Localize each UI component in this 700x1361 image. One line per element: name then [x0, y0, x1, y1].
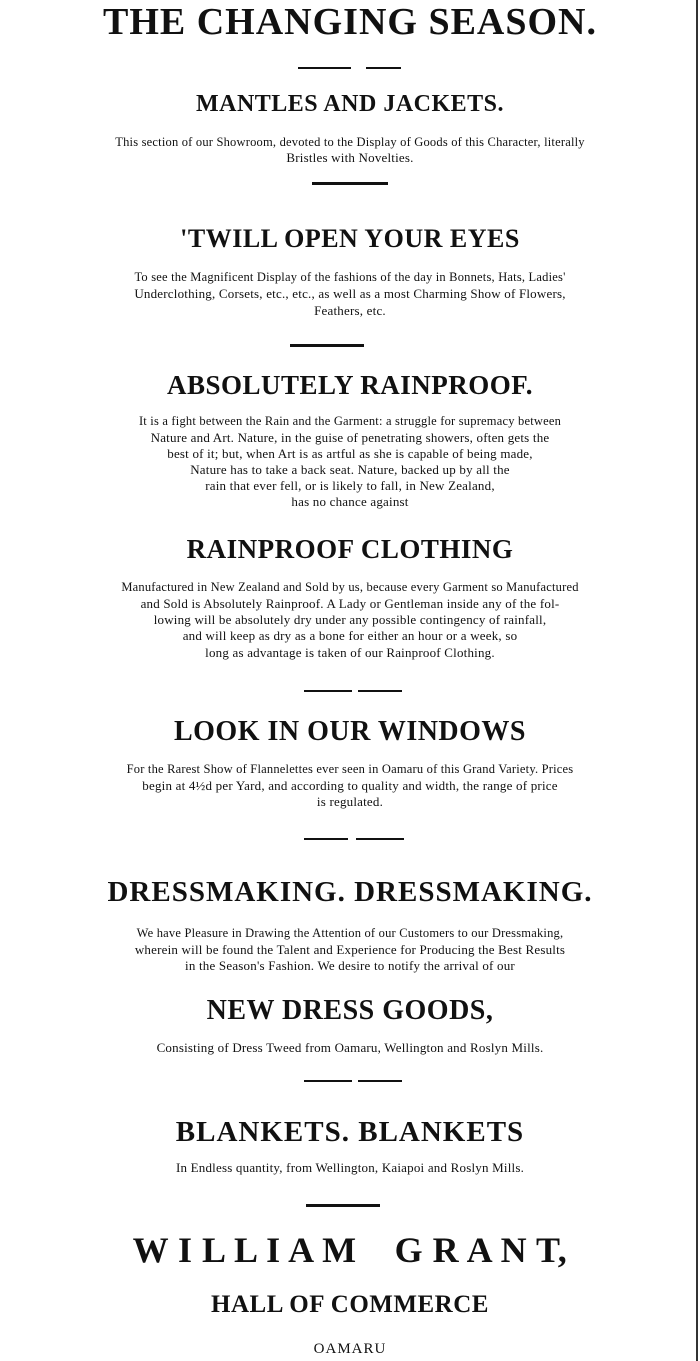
divider: [0, 838, 700, 842]
windows-heading: LOOK IN OUR WINDOWS: [173, 716, 527, 747]
divider: [0, 1204, 700, 1208]
merchant-town: OAMARU: [313, 1341, 387, 1357]
rainproof-line-4: Nature has to take a back seat. Nature, backed up by all the: [190, 462, 510, 477]
divider: [0, 67, 700, 71]
eyes-heading: 'TWILL OPEN YOUR EYES: [180, 224, 520, 253]
divider: [0, 344, 700, 348]
dressmaking-line-1: We have Pleasure in Drawing the Attention of our Customers to our Dressmaking,: [136, 926, 564, 940]
dressmaking-line-3: in the Season's Fashion. We desire to notify the arrival of our: [185, 958, 515, 973]
rainproof-line-1: It is a fight between the Rain and the Garment: a struggle for supremacy between: [138, 414, 562, 428]
rainproof-line-2: Nature and Art. Nature, in the guise of penetrating showers, often gets the: [150, 430, 550, 445]
divider: [0, 690, 700, 694]
headline: THE CHANGING SEASON.: [102, 1, 598, 43]
windows-line-2: begin at 4½d per Yard, and according to quality and width, the range of price: [142, 778, 558, 793]
clothing-line-2: and Sold is Absolutely Rainproof. A Lady or Gentleman inside any of the fol-: [140, 596, 560, 611]
windows-line-1: For the Rarest Show of Flannelettes ever seen in Oamaru of this Grand Variety. Prices: [126, 762, 574, 776]
dressmaking-heading: DRESSMAKING. DRESSMAKING.: [107, 876, 593, 908]
clothing-line-3: lowing will be absolutely dry under any possible contingency of rainfall,: [153, 612, 547, 627]
mantles-line-1: This section of our Showroom, devoted to the Display of Goods of this Character, literally: [115, 135, 585, 149]
mantles-line-2: Bristles with Novelties.: [286, 150, 414, 165]
rainproof-line-6: has no chance against: [291, 494, 409, 509]
clothing-line-4: and will keep as dry as a bone for either an hour or a week, so: [182, 628, 518, 643]
dress-goods-heading: NEW DRESS GOODS,: [206, 995, 494, 1026]
clothing-line-1: Manufactured in New Zealand and Sold by us, because every Garment so Manufactured: [121, 580, 579, 594]
dress-goods-line-1: Consisting of Dress Tweed from Oamaru, Wellington and Roslyn Mills.: [156, 1040, 544, 1055]
merchant-premises: HALL OF COMMERCE: [211, 1291, 489, 1318]
blankets-line-1: In Endless quantity, from Wellington, Kaiapoi and Roslyn Mills.: [175, 1160, 525, 1175]
clothing-heading: RAINPROOF CLOTHING: [186, 534, 514, 564]
clothing-line-5: long as advantage is taken of our Rainproof Clothing.: [205, 645, 495, 660]
dressmaking-line-2: wherein will be found the Talent and Experience for Producing the Best Results: [134, 942, 566, 957]
merchant-name: W I L L I A M G R A N T,: [132, 1230, 568, 1270]
eyes-line-2: Underclothing, Corsets, etc., etc., as well as a most Charming Show of Flowers,: [134, 286, 566, 301]
eyes-line-1: To see the Magnificent Display of the fashions of the day in Bonnets, Hats, Ladies': [134, 270, 566, 284]
blankets-heading: BLANKETS. BLANKETS: [175, 1116, 525, 1148]
windows-line-3: is regulated.: [316, 794, 384, 809]
rainproof-line-5: rain that ever fell, or is likely to fall, in New Zealand,: [205, 478, 495, 493]
column-rule: [696, 0, 698, 1361]
rainproof-heading: ABSOLUTELY RAINPROOF.: [166, 370, 534, 400]
divider: [0, 182, 700, 186]
eyes-line-3: Feathers, etc.: [314, 303, 386, 318]
rainproof-line-3: best of it; but, when Art is as artful as she is capable of being made,: [167, 446, 533, 461]
mantles-heading: MANTLES AND JACKETS.: [195, 91, 505, 117]
divider: [0, 1080, 700, 1084]
